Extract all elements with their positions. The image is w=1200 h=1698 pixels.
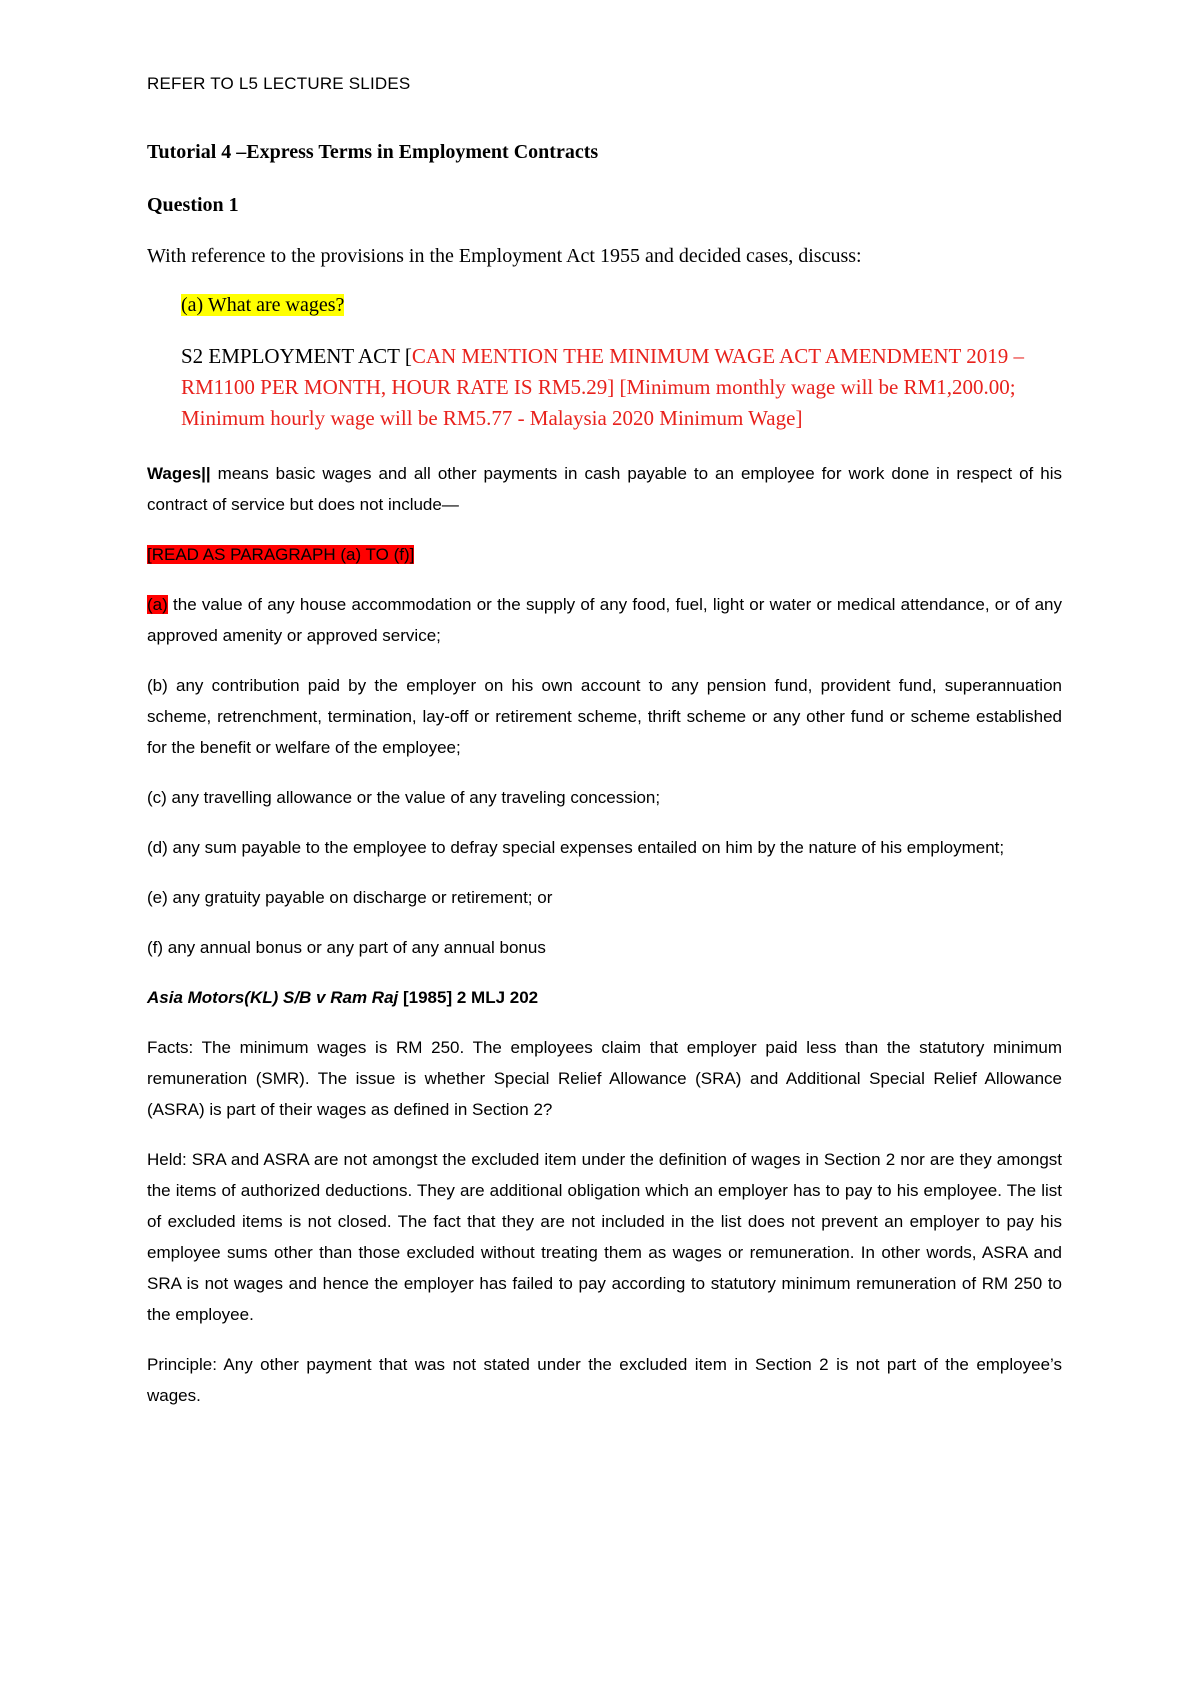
read-note: [READ AS PARAGRAPH (a) TO (f)] bbox=[147, 545, 415, 564]
exclusion-item-e: (e) any gratuity payable on discharge or retirement; or bbox=[147, 888, 553, 907]
exclusion-item-b: (b) any contribution paid by the employer on his own account to any pension fund, provident fund, superannuation scheme, retrenchment, termination, lay-off or retirement scheme, thrift scheme or any other fund or scheme established for the benefit or welfare of the employee; bbox=[147, 676, 1062, 757]
item-a-label: (a) bbox=[147, 595, 168, 614]
read-note-paragraph bbox=[147, 539, 1062, 570]
exclusion-item-d: (d) any sum payable to the employee to defray special expenses entailed on him by the nature of his employment; bbox=[147, 838, 1005, 857]
exclusion-item-f: (f) any annual bonus or any part of any annual bonus bbox=[147, 938, 546, 957]
case-name: Asia Motors(KL) S/B v Ram Raj bbox=[147, 988, 399, 1007]
case-facts: Facts: The minimum wages is RM 250. The employees claim that employer paid less than the statutory minimum remuneration (SMR). The issue is whether Special Relief Allowance (SRA) and Additional Special Relief Allowance (ASRA) is part of their wages as defined in Section 2? bbox=[147, 1038, 1062, 1119]
wages-definition bbox=[147, 458, 1062, 520]
header-note: REFER TO L5 LECTURE SLIDES bbox=[147, 74, 411, 93]
exclusion-item-c: (c) any travelling allowance or the value of any traveling concession; bbox=[147, 788, 661, 807]
employment-act-note bbox=[181, 341, 1062, 434]
question-intro: With reference to the provisions in the Employment Act 1955 and decided cases, discuss: bbox=[147, 245, 862, 267]
tutorial-title: Tutorial 4 –Express Terms in Employment Contracts bbox=[147, 141, 599, 163]
case-title bbox=[147, 982, 1062, 1013]
case-principle: Principle: Any other payment that was not stated under the excluded item in Section 2 is not part of the employee’s wages. bbox=[147, 1355, 1062, 1405]
case-held: Held: SRA and ASRA are not amongst the excluded item under the definition of wages in Section 2 nor are they amongst the items of authorized deductions. They are additional obligation which an employer has to pay to his employee. The list of excluded items is not closed. The fact that they are not included in the list does not prevent an employer to pay his employee sums other than those excluded without treating them as wages or remuneration. In other words, ASRA and SRA is not wages and hence the employer has failed to pay according to statutory minimum remuneration of RM 250 to the employee. bbox=[147, 1150, 1062, 1324]
wages-term: Wages|| bbox=[147, 464, 211, 483]
wages-definition-text: means basic wages and all other payments in cash payable to an employee for work done in respect of his contract of service but does not include— bbox=[147, 464, 1062, 514]
exclusion-item-a bbox=[147, 589, 1062, 651]
act-prefix: S2 EMPLOYMENT ACT [ bbox=[181, 344, 412, 368]
sub-question-a bbox=[181, 294, 1062, 317]
item-a-text: the value of any house accommodation or the supply of any food, fuel, light or water or medical attendance, or of any approved amenity or approved service; bbox=[147, 595, 1062, 645]
minimum-wage-note: CAN MENTION THE MINIMUM WAGE ACT AMENDMENT 2019 – RM1100 PER MONTH, HOUR RATE IS RM5.29] [Minimum monthly wage will be RM1,200.00; Minimum hourly wage will be RM5.77 - Malaysia 2020 Minimum Wage] bbox=[181, 344, 1024, 430]
question-heading: Question 1 bbox=[147, 194, 239, 216]
case-citation: [1985] 2 MLJ 202 bbox=[398, 988, 539, 1007]
sub-question-a-text: (a) What are wages? bbox=[181, 294, 345, 316]
